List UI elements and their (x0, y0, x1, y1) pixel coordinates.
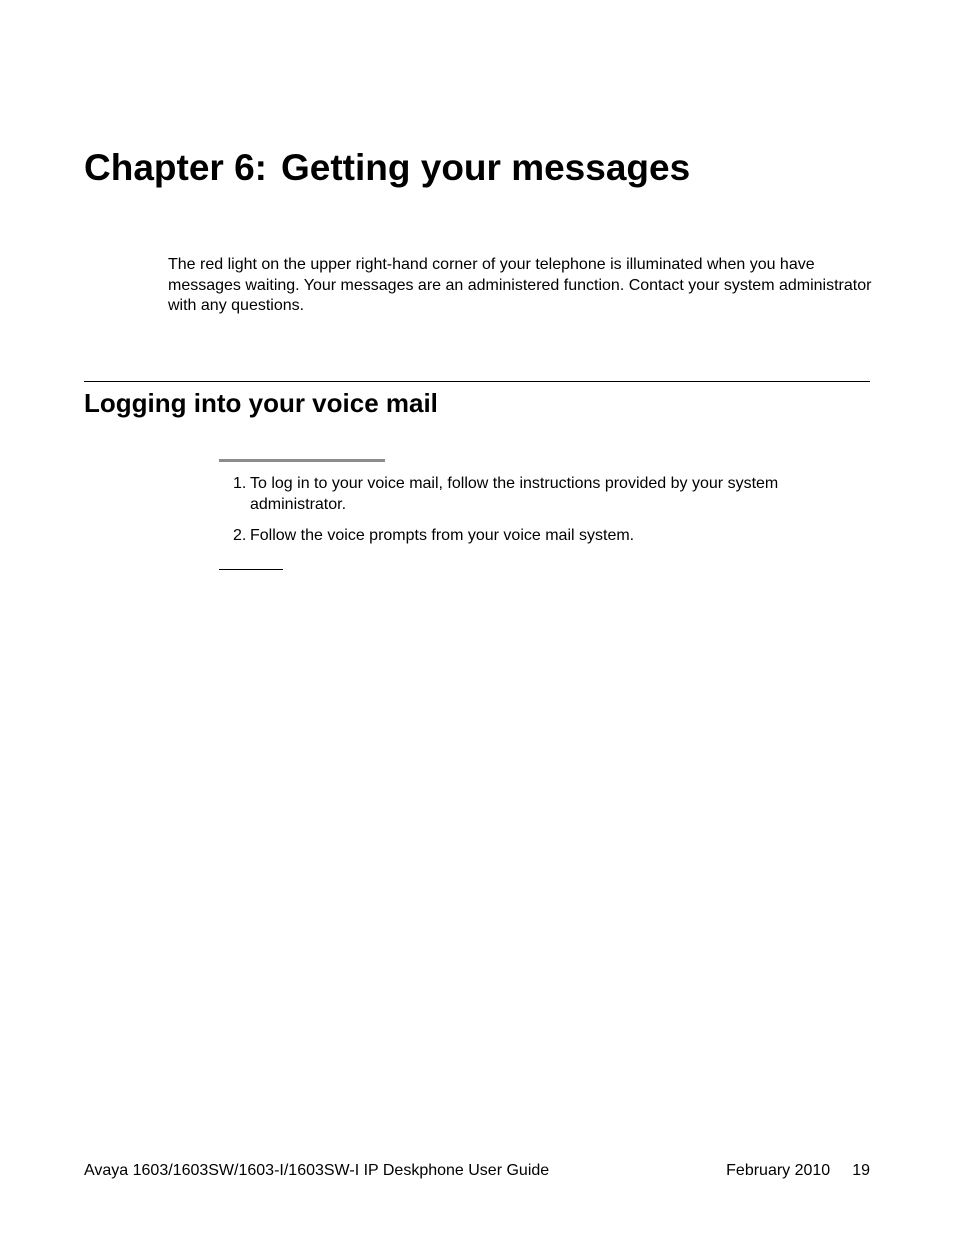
step-text: To log in to your voice mail, follow the instructions provided by your system administrator. (250, 475, 779, 513)
list-item (219, 473, 859, 515)
section-title: Logging into your voice mail (84, 388, 438, 418)
footer-date: February 2010 (726, 1162, 831, 1179)
footer-guide-title: Avaya 1603/1603SW/1603-I/1603SW-I IP Deskphone User Guide (84, 1162, 550, 1179)
chapter-number: Chapter 6: (84, 147, 267, 188)
list-item (219, 525, 859, 546)
procedure-end-rule (219, 569, 283, 570)
chapter-title (84, 146, 690, 190)
step-number: 2. (233, 527, 247, 544)
step-text: Follow the voice prompts from your voice mail system. (250, 527, 635, 544)
page-footer (84, 1161, 870, 1181)
chapter-name: Getting your messages (280, 147, 691, 188)
page-number: 19 (852, 1162, 870, 1179)
intro-paragraph: The red light on the upper right-hand corner of your telephone is illuminated when you have messages waiting. Your messages are an administered function. Contact your system administrator with any questions. (168, 256, 872, 314)
step-number: 1. (233, 475, 247, 492)
procedure-start-bar (219, 459, 385, 462)
section-divider (84, 381, 870, 382)
footer-right (726, 1161, 870, 1181)
procedure-steps (219, 473, 859, 556)
